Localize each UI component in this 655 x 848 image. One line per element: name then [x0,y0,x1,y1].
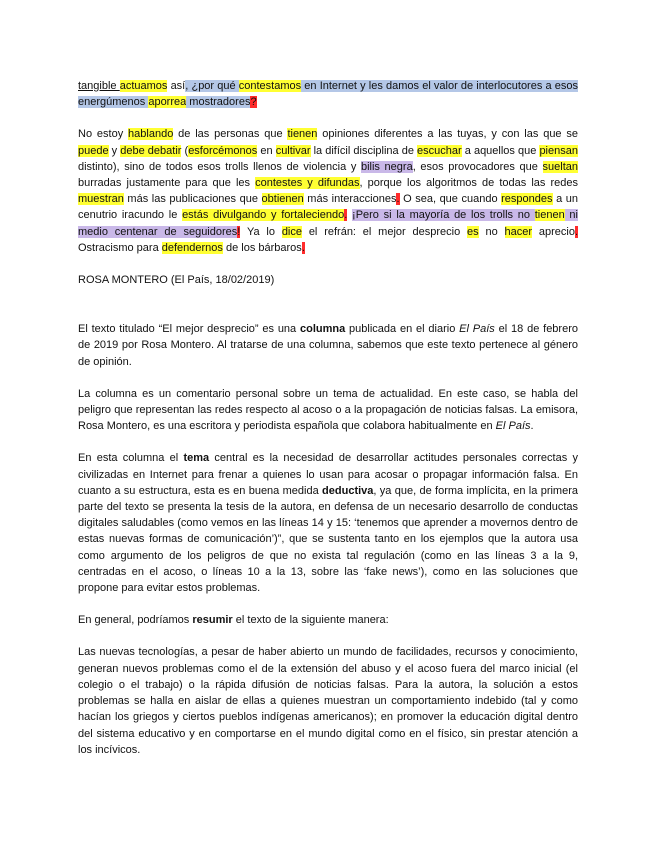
text-run: en [257,144,276,157]
text-run: distinto), sino de todos esos trolls llenos de violencia y [78,160,361,173]
document-page [78,78,578,758]
text-run-hy: piensan [539,144,578,157]
analysis-paragraph-1 [78,321,578,370]
text-run: y [108,144,121,157]
text-run: O sea, que cuando [399,193,502,206]
text-run-b: resumir [192,614,233,627]
text-run: Ostracismo para [78,241,162,254]
text-run-hy: debe debatir [120,144,182,157]
text-run-hy: contestamos [238,80,302,92]
text-run-hy: esforcémonos [188,144,258,157]
text-run-hy: contestes y difundas [255,177,360,190]
text-run-hy: tienen [287,128,318,141]
text-run-hy: hablando [128,128,174,141]
text-run-hp: bilis negra [360,160,413,173]
text-run: el texto de la siguiente manera: [232,614,389,627]
text-run-i: El País [459,323,495,336]
text-run: aprecio [532,225,575,238]
text-run: a un cenutrio iracundo le [78,193,578,222]
text-run-hy: tienen [534,209,565,222]
text-run: , esos provocadores que [412,160,543,173]
text-run: En esta columna el [78,452,184,465]
text-run-hb: ¿por qué [191,80,239,92]
text-run: a aquellos que [461,144,540,157]
text-run-hy: es [467,225,479,238]
text-run-hr: . [301,241,305,254]
text-run: el refrán: el mejor desprecio [302,225,468,238]
text-run: La columna es un comentario personal sobre un tema de actualidad. En este caso, se habla del peligro que representan las redes respecto al acoso o a la propagación de noticias falsas. La emisora, Rosa Montero, es una escritora y periodista española que colabora habitualmente en [78,387,578,433]
quote-signature: ROSA MONTERO (El País, 18/02/2019) [78,274,275,287]
text-run: , ya que, de forma implícita, en la primera parte del texto se presenta la tesis de la autora, en defensa de un necesario desarrollo de conductas digitales saludables (como vemos en las líneas 14 y 15: ‘tenemos que aprender a movernos dentro de estas nuevas formas de comunicación’)”, que se sustenta tanto en los ejemplos que la autora usa como argumento de los peligros de que no exista tal regulación (como en las líneas 3 a la 9, centradas en el acoso, o líneas 10 a la 13, sobre las ‘fake news’), como en las soluciones que propone para evitar estos problemas. [78,484,578,595]
text-run: más interacciones [303,193,397,206]
text-run-hy: aporrea [148,96,187,109]
text-run: burradas justamente para que les [78,177,256,190]
text-run: . [530,420,534,433]
text-run-hr: . [344,209,348,222]
text-run-hr: . [574,225,579,238]
text-run: no [478,225,505,238]
quote-paragraph-1 [78,78,578,110]
text-run: No estoy [78,128,129,141]
text-run-hb: mostradores [186,96,251,109]
text-run-hy: dice [281,225,302,238]
text-run: la difícil disciplina de [310,144,418,157]
text-run-hp: ¡Pero si la mayoría de los trolls no [352,209,535,222]
text-run-hy: actuamos [119,80,168,92]
text-run: publicada en el diario [345,323,460,336]
text-run: opiniones diferentes a las tuyas, y con las que se [317,128,579,141]
analysis-paragraph-3 [78,450,578,596]
text-run-hy: puede [78,144,109,157]
text-run-hy: obtienen [261,193,304,206]
text-run: ( [181,144,189,157]
text-run: En general, podríamos [78,614,193,627]
text-run: de las personas que [173,128,288,141]
text-run-hy: defendernos [161,241,223,254]
analysis-paragraph-2 [78,386,578,435]
text-run: El texto titulado “El mejor desprecio” es una [78,323,300,336]
text-run: central es la necesidad de desarrollar actitudes personales correctas y civilizadas en Internet para frenar a quienes lo usan para acosar o propagar información falsa. En cuanto a su estructura, esta es en buena medida [78,452,578,497]
quote-paragraph-2 [78,126,578,256]
text-run: Ya lo [240,225,282,238]
text-run: , porque los algoritmos de todas las redes [359,177,578,190]
text-run-ul: tangible [78,80,120,92]
text-run-i: El País [495,420,531,433]
text-run-hy: muestran [78,193,124,206]
text-run: más las publicaciones que [123,193,262,206]
analysis-paragraph-5 [78,644,578,757]
text-run: el 18 de febrero de 2019 por Rosa Montero. Al tratarse de una columna, sabemos que este texto pertenece al género de opinión. [78,323,578,368]
text-run-hy: escuchar [417,144,462,157]
text-run-hr: ! [237,225,241,238]
text-run-hy: sueltan [542,160,578,173]
text-run: así [167,80,186,92]
analysis-paragraph-4 [78,612,578,628]
text-run-hy: cultivar [275,144,311,157]
text-run: Las nuevas tecnologías, a pesar de haber abierto un mundo de facilidades, recursos y conocimiento, generan nuevos problemas como el de la extensión del abuso y el acoso fuera del marco inicial (el colegio o el trabajo) o la rápida difusión de noticias falsas. Para la autora, la solución a estos problemas se halla en aislar de ellas a quienes muestran un comportamiento indebido (tal y como hacían los griegos y ciertos pueblos indígenas americanos); en promover la educación digital dentro del sistema educativo y en comportarse en el mundo digital como en el físico, sin prestar atención a los incívicos. [78,646,578,756]
text-run-hr: . [396,193,400,206]
text-run-b: deductiva [322,484,374,497]
text-run-hp: ni medio centenar de seguidores [78,209,578,238]
text-run-hy: respondes [501,193,553,206]
text-run-hy: hacer [504,225,533,238]
text-run-b: columna [300,323,346,336]
text-run-hr: ? [250,96,257,109]
text-run-hy: estás divulgando y fortaleciendo [182,209,345,222]
text-run-hb: , [185,80,192,92]
text-run-hb: en Internet y les damos el valor de interlocutores a esos energúmenos [78,80,579,109]
text-run-b: tema [183,452,210,465]
text-run: de los bárbaros [222,241,302,254]
